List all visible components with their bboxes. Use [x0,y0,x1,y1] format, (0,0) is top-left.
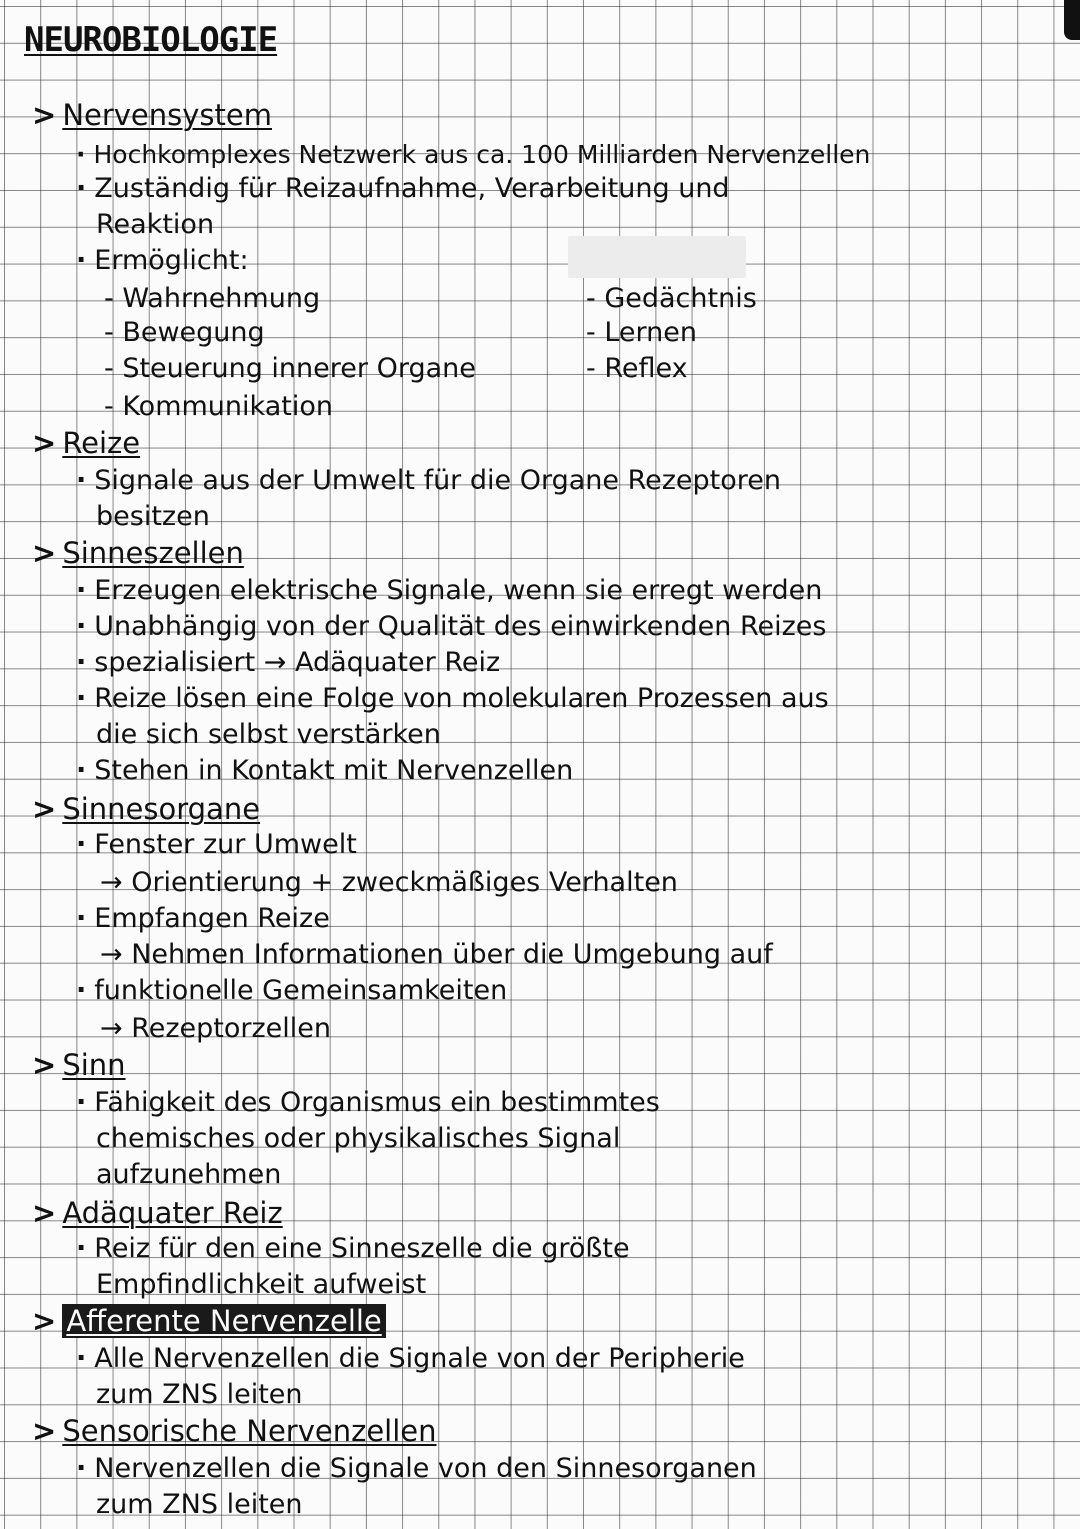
heading-sinn: > Sinn [32,1048,126,1082]
list-item: - Steuerung innerer Organe [104,353,476,384]
bullet-text: · Reiz für den eine Sinneszelle die größte [76,1233,630,1264]
bullet-text: · Reize lösen eine Folge von molekularen Prozessen aus [76,683,829,714]
bullet-continuation: Reaktion [96,209,215,240]
bullet-text: · Empfangen Reize [76,903,330,934]
heading-reize: > Reize [32,426,141,460]
list-item: - Reflex [586,353,688,384]
heading-sensorische-nervenzellen: > Sensorische Nervenzellen [32,1414,437,1448]
bullet-text: · Alle Nervenzellen die Signale von der Peripherie [76,1343,745,1374]
list-item: - Gedächtnis [586,283,757,314]
list-item: - Wahrnehmung [104,283,321,314]
heading-sinneszellen: > Sinneszellen [32,536,244,570]
bullet-text: · Zuständig für Reizaufnahme, Verarbeitung und [76,173,730,204]
bullet-text: · Nervenzellen die Signale von den Sinnesorganen [76,1453,757,1484]
bullet-continuation: die sich selbst verstärken [96,719,441,750]
bullet-continuation: zum ZNS leiten [96,1489,303,1520]
bullet-text: · Hochkomplexes Netzwerk aus ca. 100 Milliarden Nervenzellen [76,140,871,169]
list-item: - Kommunikation [104,391,333,422]
heading-sinnesorgane: > Sinnesorgane [32,792,261,826]
bullet-text: · Ermöglicht: [76,245,249,276]
page-title: NEUROBIOLOGIE [24,20,278,60]
heading-nervensystem: > Nervensystem [32,98,272,132]
arrow-note: → Rezeptorzellen [100,1013,332,1044]
bullet-continuation: besitzen [96,501,210,532]
redaction-patch [568,236,746,278]
bullet-text: · Fähigkeit des Organismus ein bestimmtes [76,1087,660,1118]
bullet-text: · Signale aus der Umwelt für die Organe Rezeptoren [76,465,781,496]
list-item: - Lernen [586,317,697,348]
bullet-text: · Unabhängig von der Qualität des einwirkenden Reizes [76,611,827,642]
bullet-continuation: aufzunehmen [96,1159,282,1190]
bullet-continuation: Empfindlichkeit aufweist [96,1269,427,1300]
bullet-text: · Erzeugen elektrische Signale, wenn sie erregt werden [76,575,823,606]
bullet-continuation: chemisches oder physikalisches Signal [96,1123,621,1154]
page-corner-mark [1064,0,1080,40]
heading-adaequater-reiz: > Adäquater Reiz [32,1196,283,1230]
bullet-text: · funktionelle Gemeinsamkeiten [76,975,508,1006]
bullet-text: · Fenster zur Umwelt [76,829,357,860]
list-item: - Bewegung [104,317,265,348]
bullet-text: · Stehen in Kontakt mit Nervenzellen [76,755,574,786]
bullet-text: · spezialisiert → Adäquater Reiz [76,647,501,678]
arrow-note: → Nehmen Informationen über die Umgebung auf [100,939,773,970]
arrow-note: → Orientierung + zweckmäßiges Verhalten [100,867,678,898]
bullet-continuation: zum ZNS leiten [96,1379,303,1410]
heading-afferente-nervenzelle: > Afferente Nervenzelle [32,1306,386,1336]
